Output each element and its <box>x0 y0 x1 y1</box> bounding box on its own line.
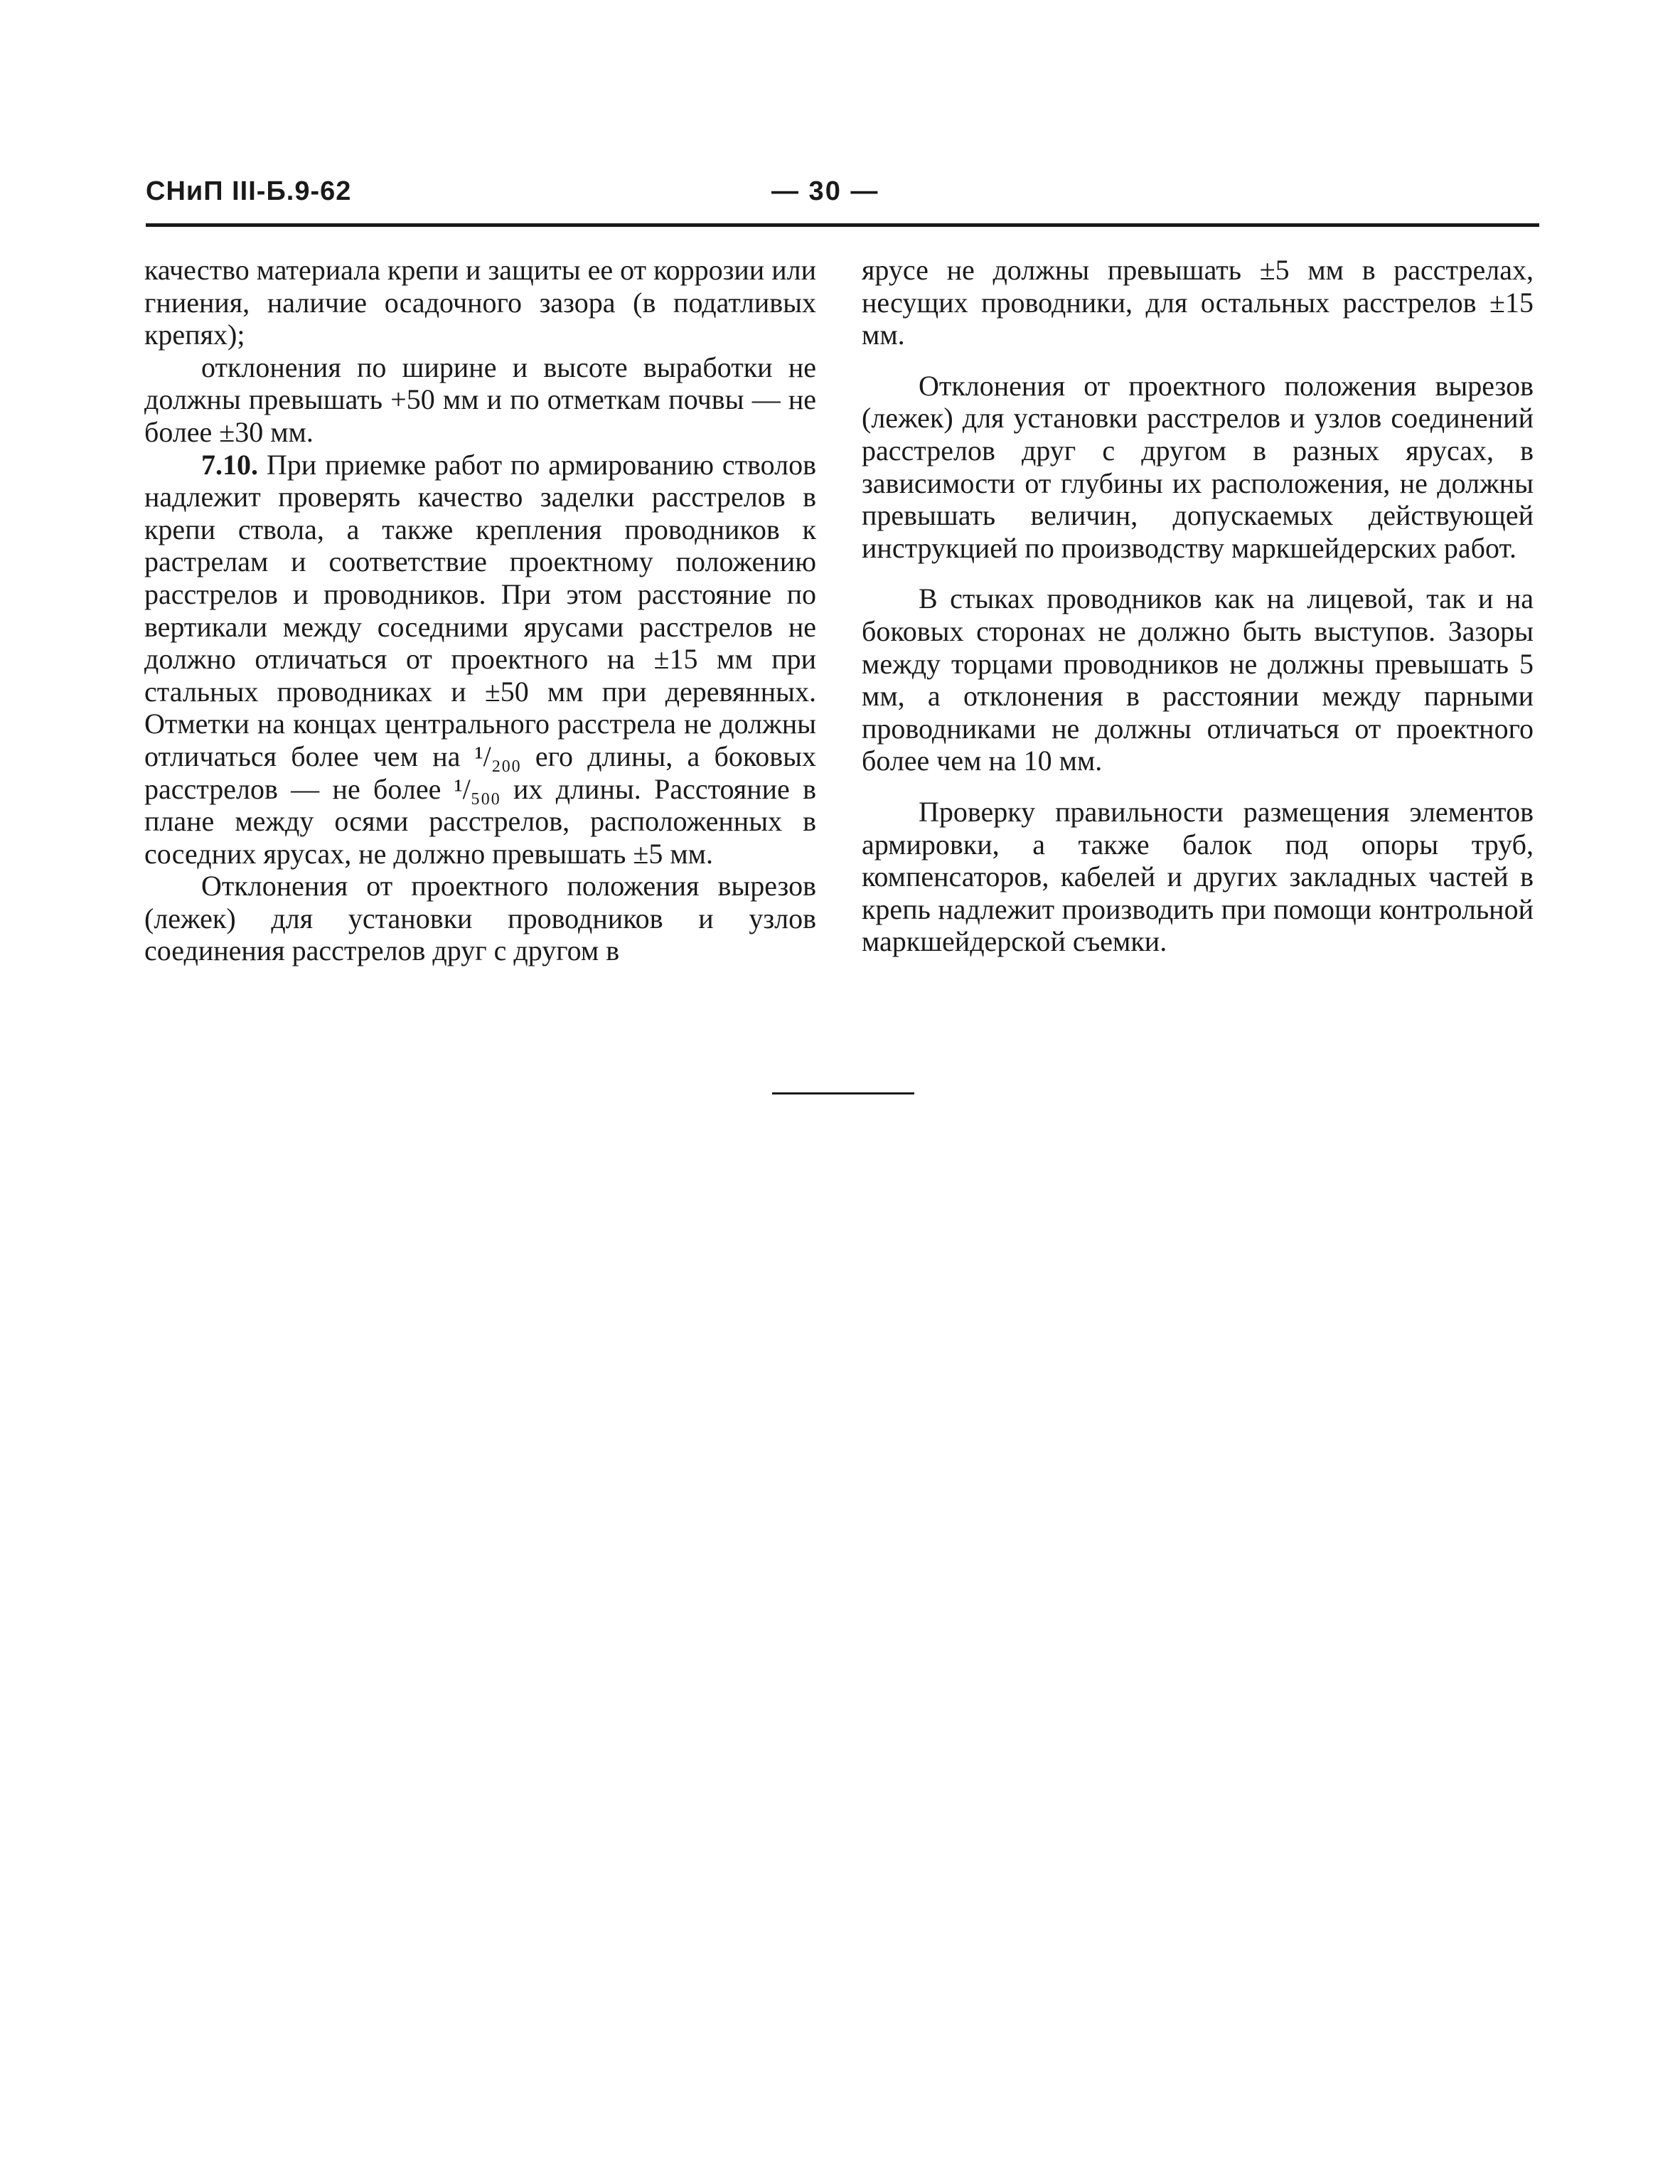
left-column <box>144 254 816 967</box>
paragraph: Отклонения от проектного положения вырезов (лежек) для установки проводников и узлов соединения расстрелов друг с другом в <box>144 870 816 967</box>
header-rule <box>146 223 1539 227</box>
paragraph: качество материала крепи и защиты ее от коррозии или гниения, наличие осадочного зазора (в податливых крепях); <box>144 254 816 351</box>
paragraph: ярусе не должны превышать ±5 мм в расстрелах, несущих проводники, для остальных расстрелов ±15 мм. <box>862 254 1534 351</box>
paragraph: Отклонения от проектного положения вырезов (лежек) для установки расстрелов и узлов соединений расстрелов друг с другом в разных ярусах, в зависимости от глубины их расположения, не должны превышать величин, допускаемых действующей инструкцией по производству маркшейдерских работ. <box>862 369 1534 564</box>
document-code: СНиП III-Б.9-62 <box>146 176 352 206</box>
paragraph: Проверку правильности размещения элементов армировки, а также балок под опоры труб, компенсаторов, кабелей и других закладных частей в крепь надлежит производить при помощи контрольной маркшейдерской съемки. <box>862 795 1534 958</box>
end-divider <box>772 1092 914 1094</box>
section-text: При приемке работ по армированию стволов надлежит проверять качество заделки расстрелов в крепи ствола, а также крепления проводников к растрелам и соответствие проектному положению расстрелов и проводников. При этом расстояние по вертикали между соседними ярусами расстрелов не должно отличаться от проектного на ±15 мм при стальных проводниках и ±50 мм при деревянных. Отметки на концах центрального расстрела не должны отличаться более чем на ¹/₂₀₀ его длины, а боковых расстрелов — не более ¹/₅₀₀ их длины. Расстояние в плане между осями расстрелов, расположенных в соседних ярусах, не должно превышать ±5 мм. <box>144 448 817 870</box>
section-paragraph <box>144 449 816 870</box>
page-header <box>146 176 1539 219</box>
section-number: 7.10. <box>201 448 258 481</box>
right-column <box>862 254 1534 958</box>
page-number: — 30 — <box>771 176 879 206</box>
paragraph: отклонения по ширине и высоте выработки не должны превышать +50 мм и по отметкам почвы — не более ±30 мм. <box>144 351 816 448</box>
paragraph: В стыках проводников как на лицевой, так и на боковых сторонах не должно быть выступов. Зазоры между торцами проводников не должны превышать 5 мм, а отклонения в расстоянии между парными проводниками не должны отличаться от проектного более чем на 10 мм. <box>862 582 1534 777</box>
